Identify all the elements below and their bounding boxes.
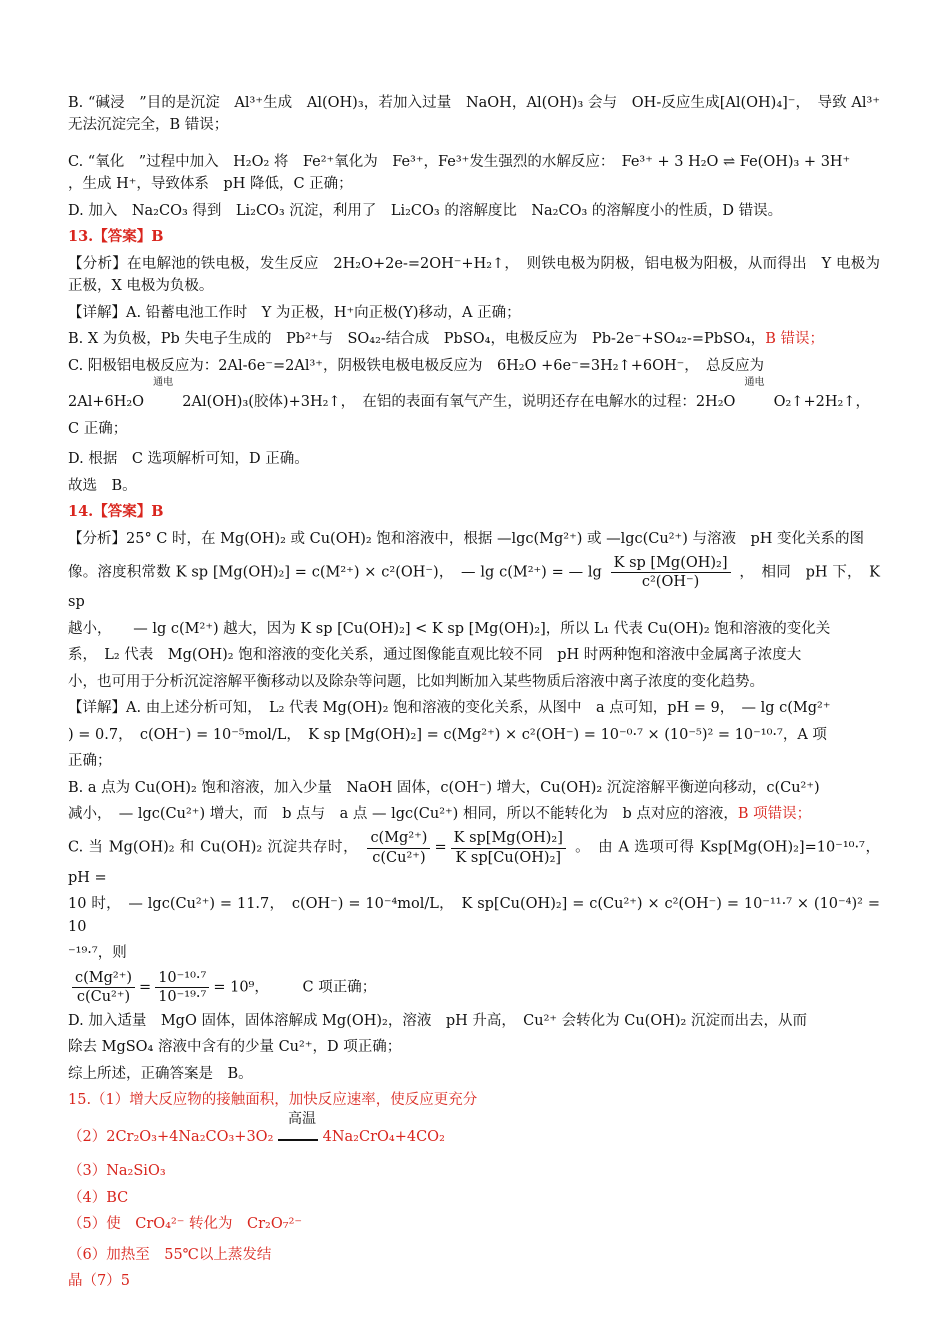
q15-part2-condition-label: 高温 xyxy=(288,1110,316,1127)
q14-detail-a1: 【详解】A. 由上述分析可知， L₂ 代表 Mg(OH)₂ 饱和溶液的变化关系，从图中 a 点可知，pH = 9， — lg c(Mg²⁺ xyxy=(68,700,831,717)
q13-detail-a: 【详解】A. 铅蓄电池工作时 Y 为正极，H⁺向正极(Y)移动，A 正确； xyxy=(68,304,521,321)
q14-ksp-fraction-denominator: c²(OH⁻) xyxy=(641,574,700,591)
q14-c4-power-num: 10⁻¹⁰·⁷ xyxy=(155,969,209,988)
q15-part2-reactants: （2）2Cr₂O₃+4Na₂CO₃+3O₂ xyxy=(68,1128,274,1145)
q14-c4-power-ratio xyxy=(155,969,209,1006)
q14-analysis-line3: 越小， — lg c(M²⁺) 越大，因为 K sp [Cu(OH)₂] < K sp [Mg(OH)₂]，所以 L₁ 代表 Cu(OH)₂ 饱和溶液的变化关 xyxy=(68,620,831,637)
q14-detail-b2-verdict: B 项错误； xyxy=(737,805,812,822)
q13-detail-c3: C 正确； xyxy=(68,420,128,437)
q14-ksp-fraction xyxy=(611,554,731,591)
q13-c2-condition-label: 通电 xyxy=(153,377,174,389)
q12-option-d: D. 加入 Na₂CO₃ 得到 Li₂CO₃ 沉淀，利用了 Li₂CO₃ 的溶解度比 Na₂CO₃ 的溶解度小的性质，D 错误。 xyxy=(68,202,783,219)
q14-detail-b2-text: 减小， — lgc(Cu²⁺) 增大，而 b 点与 a 点 — lgc(Cu²⁺) 相同，所以不能转化为 b 点对应的溶液， xyxy=(68,805,738,822)
q15-part7: 晶（7）5 xyxy=(68,1273,130,1290)
q14-analysis-line1: 【分析】25° C 时，在 Mg(OH)₂ 或 Cu(OH)₂ 饱和溶液中，根据 —lgc(Mg²⁺) 或 —lgc(Cu²⁺) 与溶液 pH 变化关系的图 xyxy=(68,530,865,547)
q14-c4-ratio-num: c(Mg²⁺) xyxy=(72,969,135,988)
q13-detail-b xyxy=(68,328,880,350)
q14-detail-a3: 正确； xyxy=(68,753,112,770)
q14-analysis-line5: 小，也可用于分析沉淀溶解平衡移动以及除杂等问题，比如判断加入某些物质后溶液中离子浓度的变化趋势。 xyxy=(68,673,764,690)
q12-option-c-line1: C. “氧化 ”过程中加入 H₂O₂ 将 Fe²⁺氧化为 Fe³⁺，Fe³⁺发生强烈的水解反应： Fe³⁺ + 3 H₂O ⇌ Fe(OH)₃ + 3H⁺ xyxy=(68,153,851,170)
q14-detail-c4: $\frac{\text{c(Mg²⁺)}}{\text{c(Cu²⁺)}}$ = $\frac{\text{10⁻¹⁰·⁷}}{\text{10⁻¹⁹·⁷}}$ = 10⁹， C 项正确； xyxy=(68,969,880,1006)
q14-c1-ratio-left-den: c(Cu²⁺) xyxy=(372,849,426,866)
q13-answer-title: 13.【答案】B xyxy=(68,228,164,246)
q14-ksp-fraction-numerator: K sp [Mg(OH)₂] xyxy=(611,554,731,573)
q14-c4-result: = 10⁹， xyxy=(213,979,269,996)
q14-detail-c3: ⁻¹⁹·⁷，则 xyxy=(68,945,127,962)
q15-part6: （6）加热至 55℃以上蒸发结 xyxy=(68,1246,272,1263)
q14-analysis-line2 xyxy=(68,554,880,614)
q14-c4-ratio xyxy=(72,969,135,1006)
q13-c2-products: 2Al(OH)₃(胶体)+3H₂↑， 在铝的表面有氧气产生，说明还存在电解水的过程：2H₂O xyxy=(182,394,736,411)
q14-detail-d1: D. 加入适量 MgO 固体，固体溶解成 Mg(OH)₂，溶液 pH 升高， Cu²⁺ 会转化为 Cu(OH)₂ 沉淀而出去，从而 xyxy=(68,1012,807,1029)
q14-c1-tail: 。 由 A 选项可得 Ksp[Mg(OH)₂]=10⁻¹⁰·⁷，pH = xyxy=(68,840,880,886)
q15-part5: （5）使 CrO₄²⁻ 转化为 Cr₂O₇²⁻ xyxy=(68,1216,303,1233)
q14-ksp-expression: 像。溶度积常数 K sp [Mg(OH)₂] = c(M²⁺) × c²(OH⁻)， — lg c(M²⁺) = — lg xyxy=(68,564,602,581)
q15-part3: （3）Na₂SiO₃ xyxy=(68,1163,166,1180)
q14-analysis-line4: 系， L₂ 代表 Mg(OH)₂ 饱和溶液的变化关系，通过图像能直观比较不同 pH 时两种饱和溶液中金属离子浓度大 xyxy=(68,647,802,664)
q13-detail-c2 xyxy=(68,377,880,413)
q14-c1-text: C. 当 Mg(OH)₂ 和 Cu(OH)₂ 沉淀共存时， xyxy=(68,840,359,857)
q14-c1-ratio-left xyxy=(367,829,430,866)
q14-c1-ratio-right-num: K sp[Mg(OH)₂] xyxy=(451,829,566,848)
q12-option-c-line2: ，生成 H⁺，导致体系 pH 降低，C 正确； xyxy=(68,176,353,193)
q13-detail-c1: C. 阳极铝电极反应为：2Al-6e⁻=2Al³⁺，阴极铁电极电极反应为 6H₂O +6e⁻=3H₂↑+6OH⁻， 总反应为 xyxy=(68,357,765,374)
q13-c2-tail: O₂↑+2H₂↑， xyxy=(773,394,870,411)
q14-c4-power-den: 10⁻¹⁹·⁷ xyxy=(158,988,207,1005)
q13-c2-condition xyxy=(149,377,178,413)
q14-summary: 综上所述，正确答案是 B。 xyxy=(68,1065,253,1082)
q13-detail-b-verdict: B 错误； xyxy=(765,331,824,348)
q14-detail-c1: C. 当 Mg(OH)₂ 和 Cu(OH)₂ 沉淀共存时， $\frac{\text{c(Mg²⁺)}}{\text{c(Cu²⁺)}}$ = $\frac{\text{K sp[Mg(OH)₂]}}{\text{K sp[Cu(OH)₂]}}$ 。 由 A 选项可得 Ksp[Mg(OH)₂]=10⁻¹⁰·⁷，pH = xyxy=(68,830,880,886)
q13-conclusion: 故选 B。 xyxy=(68,477,137,494)
q12-option-c xyxy=(68,151,880,196)
q13-c2-condition-label-2: 通电 xyxy=(744,377,765,389)
q15-part2-condition xyxy=(278,1110,318,1141)
q13-detail-b-text: B. X 为负极，Pb 失电子生成的 Pb²⁺与 SO₄₂-结合成 PbSO₄，电极反应为 Pb-2e⁻+SO₄₂-=PbSO₄， xyxy=(68,331,766,348)
q14-answer-title: 14.【答案】B xyxy=(68,503,164,521)
q14-ksp-tail: ， 相同 pH 下， K sp xyxy=(68,564,881,611)
q15-part1: 15.（1）增大反应物的接触面积，加快反应速率，使反应更充分 xyxy=(68,1092,478,1109)
q15-part2-products: 4Na₂CrO₄+4CO₂ xyxy=(322,1128,445,1145)
q14-detail-b2 xyxy=(68,803,880,825)
q14-c4-verdict: C 项正确； xyxy=(302,979,377,996)
q14-detail-d2: 除去 MgSO₄ 溶液中含有的少量 Cu²⁺，D 项正确； xyxy=(68,1039,402,1056)
q14-c4-ratio-den: c(Cu²⁺) xyxy=(76,988,131,1005)
q13-detail-d: D. 根据 C 选项解析可知，D 正确。 xyxy=(68,451,309,468)
q14-c1-ratio-left-num: c(Mg²⁺) xyxy=(367,829,430,848)
q14-detail-c2: 10 时， — lgc(Cu²⁺) = 11.7， c(OH⁻) = 10⁻⁴mol/L， K sp[Cu(OH)₂] = c(Cu²⁺) × c²(OH⁻) = 10⁻¹¹·⁷ × (10⁻⁴)² = 10 xyxy=(68,896,880,935)
q15-part4: （4）BC xyxy=(68,1189,129,1206)
q13-c2-reactants: 2Al+6H₂O xyxy=(68,394,145,411)
q14-c1-ratio-right-den: K sp[Cu(OH)₂] xyxy=(455,849,562,866)
q13-c2-condition-2 xyxy=(740,377,769,413)
q14-c1-ratio-right xyxy=(451,829,566,866)
document-page xyxy=(68,92,880,1297)
q15-part2 xyxy=(68,1110,880,1148)
q12-option-b: B. “碱浸 ”目的是沉淀 Al³⁺生成 Al(OH)₃，若加入过量 NaOH，Al(OH)₃ 会与 OH-反应生成[Al(OH)₄]⁻， 导致 Al³⁺无法沉淀完全，B 错误； xyxy=(68,95,880,134)
q13-analysis: 【分析】在电解池的铁电极，发生反应 2H₂O+2e-=2OH⁻+H₂↑， 则铁电极为阴极，铝电极为阳极，从而得出 Y 电极为正极，X 电极为负极。 xyxy=(68,255,880,295)
q14-detail-a2: ) = 0.7， c(OH⁻) = 10⁻⁵mol/L， K sp [Mg(OH)₂] = c(Mg²⁺) × c²(OH⁻) = 10⁻⁰·⁷ × (10⁻⁵)² = 10⁻¹⁰·⁷，A 项 xyxy=(68,726,827,743)
q14-detail-b1: B. a 点为 Cu(OH)₂ 饱和溶液，加入少量 NaOH 固体，c(OH⁻) 增大，Cu(OH)₂ 沉淀溶解平衡逆向移动，c(Cu²⁺) xyxy=(68,779,820,796)
